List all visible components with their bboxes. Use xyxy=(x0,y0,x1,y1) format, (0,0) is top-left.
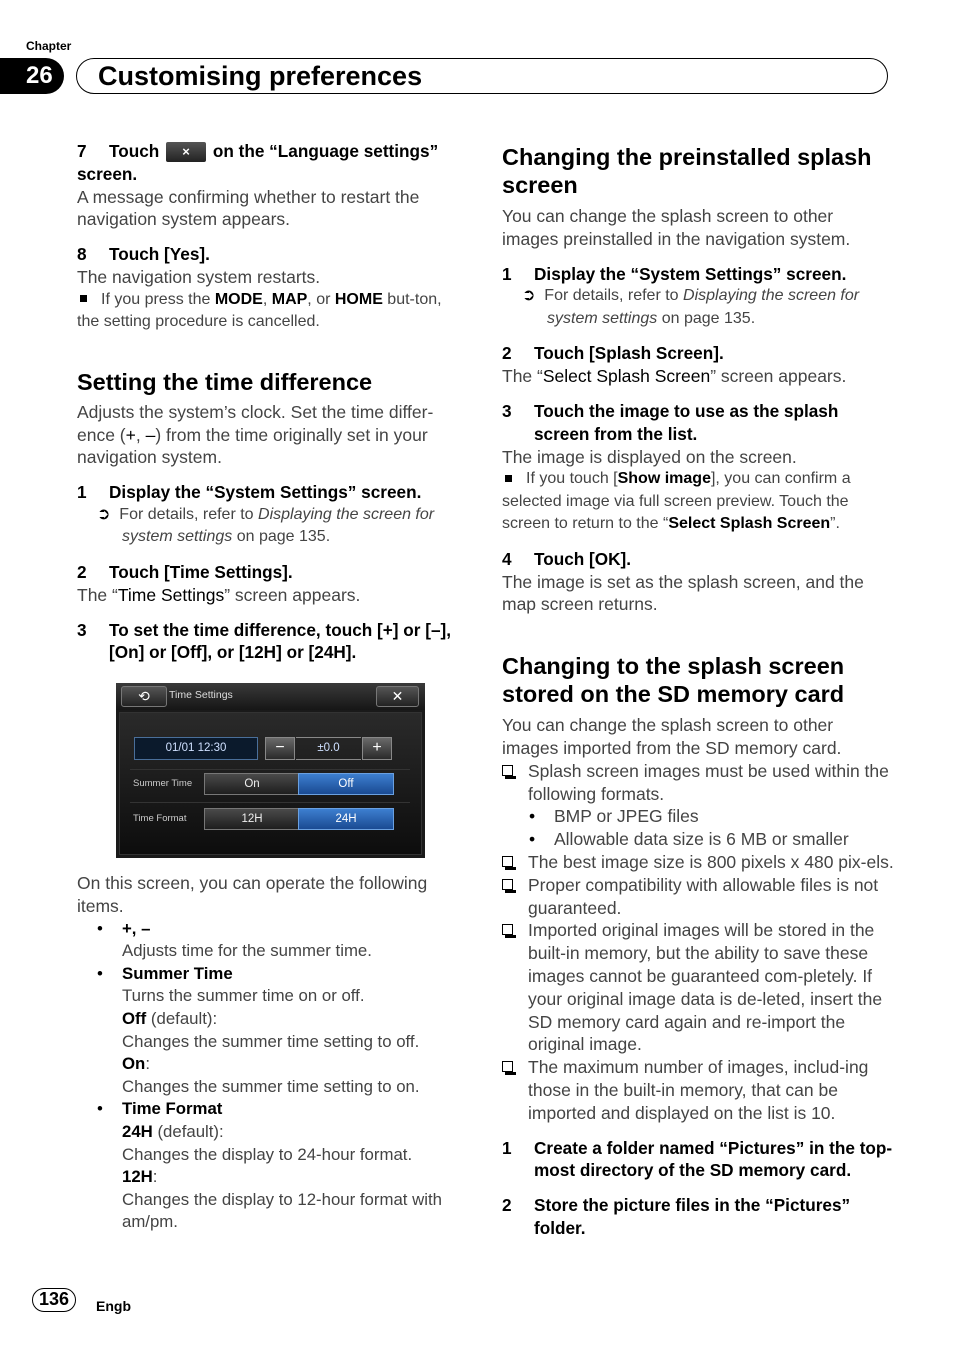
step-4-text: The image is set as the splash screen, and the map screen returns. xyxy=(502,571,864,615)
text: ” screen appears. xyxy=(710,366,847,387)
divider xyxy=(130,802,410,803)
intro-text: ) from the time originally set in your navigation system. xyxy=(77,424,428,468)
summer-on-button[interactable]: On xyxy=(204,773,300,795)
check-text: The maximum number of images, includ-ing those in the built-in memory, that can be imported and displayed on the list is 10. xyxy=(528,1057,869,1123)
ref-link: Displaying the screen for system settings xyxy=(122,505,435,546)
format-item xyxy=(502,828,894,851)
left-column xyxy=(77,140,465,664)
checklist-item xyxy=(502,1056,894,1124)
section-intro: You can change the splash screen to other images preinstalled in the navigation system. xyxy=(502,206,851,249)
item-title: Summer Time xyxy=(122,963,233,983)
item-title: Time Format xyxy=(122,1099,223,1119)
plus-symbol: + xyxy=(125,424,136,445)
step-7 xyxy=(77,140,465,186)
option-note: (default): xyxy=(146,1008,218,1028)
sd-step-2 xyxy=(502,1194,894,1240)
step-number: 8 xyxy=(77,244,87,265)
square-bullet-icon xyxy=(80,295,87,302)
note-text: , or xyxy=(307,290,335,308)
checkbox-icon xyxy=(502,879,513,890)
right-column xyxy=(502,140,894,1240)
option-note: : xyxy=(145,1054,150,1074)
item-desc: Turns the summer time on or off. xyxy=(122,986,365,1006)
format-12h-button[interactable]: 12H xyxy=(204,808,300,830)
summer-time-label: Summer Time xyxy=(133,778,193,789)
bullet-icon: • xyxy=(529,806,536,827)
step-3-text: The image is displayed on the screen. xyxy=(502,446,797,467)
home-key: HOME xyxy=(334,290,383,308)
option-name: On xyxy=(122,1054,146,1074)
step-8-note xyxy=(77,289,465,334)
close-button[interactable]: ✕ xyxy=(376,686,419,707)
left-column-lower xyxy=(77,872,465,1234)
chapter-label: Chapter xyxy=(26,39,72,53)
step-text: Display the “System Settings” screen. xyxy=(109,482,422,503)
mode-key: MODE xyxy=(214,290,263,308)
option-12h xyxy=(122,1166,465,1189)
step-number: 3 xyxy=(502,400,512,421)
text: The “ xyxy=(502,366,543,387)
format-item xyxy=(502,805,894,828)
option-note: : xyxy=(152,1167,158,1187)
option-desc: Changes the display to 24-hour format. xyxy=(122,1144,413,1164)
plus-button[interactable]: + xyxy=(362,737,392,760)
checkbox-icon xyxy=(502,765,513,776)
summer-off-button[interactable]: Off xyxy=(298,773,394,795)
item-summer-time xyxy=(97,963,465,986)
close-icon: × xyxy=(166,142,206,162)
text: The “ xyxy=(77,584,118,605)
option-name: 24H xyxy=(122,1121,153,1141)
step-number: 2 xyxy=(502,1195,512,1216)
check-text: Splash screen images must be used within the following formats. xyxy=(528,760,889,804)
cross-reference xyxy=(502,285,894,330)
step-number: 2 xyxy=(502,343,512,364)
bullet-icon: • xyxy=(529,829,536,850)
section-title-preinstalled-splash: Changing the preinstalled splash screen xyxy=(502,144,872,198)
checklist-item xyxy=(502,919,894,1056)
note-text: If you touch [ xyxy=(526,470,618,488)
format-text: Allowable data size is 6 MB or smaller xyxy=(554,829,849,850)
language-code: Engb xyxy=(96,1298,131,1314)
step-4 xyxy=(502,548,894,571)
option-note: (default): xyxy=(152,1121,224,1141)
note-text: but-ton, the setting procedure is cancelled. xyxy=(77,290,442,331)
step-1 xyxy=(502,263,894,286)
option-desc: Changes the display to 12-hour format with am/pm. xyxy=(122,1189,442,1232)
item-desc: Adjusts time for the summer time. xyxy=(122,941,372,961)
step-2 xyxy=(77,561,465,584)
step-number: 3 xyxy=(77,619,87,640)
chapter-number: 26 xyxy=(0,58,64,94)
ref-link: Displaying the screen for system settings xyxy=(547,287,860,327)
item-time-format xyxy=(97,1098,465,1121)
step-1 xyxy=(77,481,465,504)
map-key: MAP xyxy=(271,290,308,308)
item-plus-minus xyxy=(97,918,465,941)
ref-text: on page 135. xyxy=(657,309,756,327)
step-3 xyxy=(77,619,465,665)
date-time-display: 01/01 12:30 xyxy=(134,737,258,760)
screen-name: Time Settings xyxy=(117,584,225,605)
option-desc: Changes the summer time setting to on. xyxy=(122,1076,420,1096)
format-24h-button[interactable]: 24H xyxy=(298,808,394,830)
step-8-text: The navigation system restarts. xyxy=(77,266,321,287)
text: ” screen appears. xyxy=(224,584,361,605)
sd-step-1 xyxy=(502,1137,894,1183)
check-text: Proper compatibility with allowable files is not guaranteed. xyxy=(528,874,879,918)
show-image-key: Show image xyxy=(617,470,711,488)
ref-text: For details, refer to xyxy=(544,287,684,305)
section-title-time-difference: Setting the time difference xyxy=(77,368,373,395)
option-name: 12H xyxy=(122,1167,153,1187)
arrow-icon: ➲ xyxy=(522,287,536,305)
screen-name: Select Splash Screen xyxy=(668,515,831,533)
section-intro xyxy=(77,401,465,469)
step-number: 7 xyxy=(77,141,87,161)
checkbox-icon xyxy=(502,856,513,867)
item-title: +, – xyxy=(122,918,151,938)
step-text: Touch [Splash Screen]. xyxy=(534,343,724,364)
option-24h xyxy=(122,1121,465,1144)
step-text: Touch [Time Settings]. xyxy=(109,561,293,582)
step-text: Create a folder named “Pictures” in the top-most directory of the SD memory card. xyxy=(534,1137,893,1181)
chapter-title: Customising preferences xyxy=(98,61,423,91)
bullet-icon: • xyxy=(97,1099,103,1119)
step-2 xyxy=(502,342,894,365)
checklist-item xyxy=(502,874,894,920)
screen-title: Time Settings xyxy=(169,689,233,701)
step-number: 1 xyxy=(502,1137,512,1158)
minus-button[interactable]: − xyxy=(265,737,295,760)
option-name: Off xyxy=(122,1008,147,1028)
checklist-item xyxy=(502,760,894,806)
step-number: 4 xyxy=(502,548,512,569)
note-text: ], you can confirm a selected image via full screen preview. Touch the screen to return to the “ xyxy=(502,470,851,533)
step-text: Touch [OK]. xyxy=(534,548,632,569)
cross-reference xyxy=(77,504,465,549)
step-number: 2 xyxy=(77,561,87,582)
option-off xyxy=(122,1008,465,1031)
checkbox-icon xyxy=(502,924,513,935)
section-intro: You can change the splash screen to other images imported from the SD memory card. xyxy=(502,715,842,759)
option-on xyxy=(122,1053,465,1076)
note-text: ”. xyxy=(830,515,840,533)
format-text: BMP or JPEG files xyxy=(554,806,699,827)
step-text: Store the picture files in the “Pictures” folder. xyxy=(534,1195,851,1238)
time-offset-display: ±0.0 xyxy=(296,737,361,760)
step-text: Display the “System Settings” screen. xyxy=(534,263,847,284)
bullet-icon: • xyxy=(97,918,103,938)
note-text: If you press the xyxy=(101,290,215,308)
step-2-text xyxy=(77,584,465,607)
step-text: To set the time difference, touch [+] or [–], [On] or [Off], or [12H] or [24H]. xyxy=(109,619,452,663)
step-text: Touch xyxy=(109,141,160,161)
step-2-text xyxy=(502,365,894,388)
page-number: 136 xyxy=(32,1288,76,1312)
intro-text: Adjusts the system’s clock. Set the time differ-ence ( xyxy=(77,401,434,445)
checkbox-icon xyxy=(502,1061,513,1072)
step-text: Touch the image to use as the splash screen from the list. xyxy=(534,400,839,444)
section-title-sd-splash: Changing to the splash screen stored on the SD memory card xyxy=(502,653,845,708)
step-8 xyxy=(77,243,465,266)
back-button[interactable]: ⟲ xyxy=(121,686,167,707)
ref-text: For details, refer to xyxy=(119,505,259,523)
screen-name: Select Splash Screen xyxy=(542,366,711,387)
square-bullet-icon xyxy=(505,475,512,482)
step-text: Touch [Yes]. xyxy=(109,244,210,265)
step-7-text: A message confirming whether to restart the navigation system appears. xyxy=(77,186,420,230)
time-settings-screenshot xyxy=(116,683,425,858)
note-text: , xyxy=(262,290,272,308)
step-3-note xyxy=(502,468,894,536)
check-text: The best image size is 800 pixels x 480 pix-els. xyxy=(528,852,894,873)
bullet-icon: • xyxy=(97,963,103,983)
option-desc: Changes the summer time setting to off. xyxy=(122,1031,420,1051)
minus-symbol: – xyxy=(145,424,156,445)
step-text: on the “Language settings” screen. xyxy=(77,141,439,184)
intro-text: , xyxy=(135,424,146,445)
step-3 xyxy=(502,400,894,446)
step-number: 1 xyxy=(502,263,512,284)
step-number: 1 xyxy=(77,482,87,503)
ref-text: on page 135. xyxy=(232,528,331,546)
arrow-icon: ➲ xyxy=(97,505,111,523)
after-screen-text: On this screen, you can operate the following items. xyxy=(77,873,428,916)
time-format-label: Time Format xyxy=(133,813,187,824)
check-text: Imported original images will be stored in the built-in memory, but the ability to save these images cannot be guaranteed com-pletely. If your original image data is de-leted, insert the SD memory card again and re-import the original image. xyxy=(528,920,883,1055)
divider xyxy=(130,769,410,770)
checklist-item xyxy=(502,851,894,874)
